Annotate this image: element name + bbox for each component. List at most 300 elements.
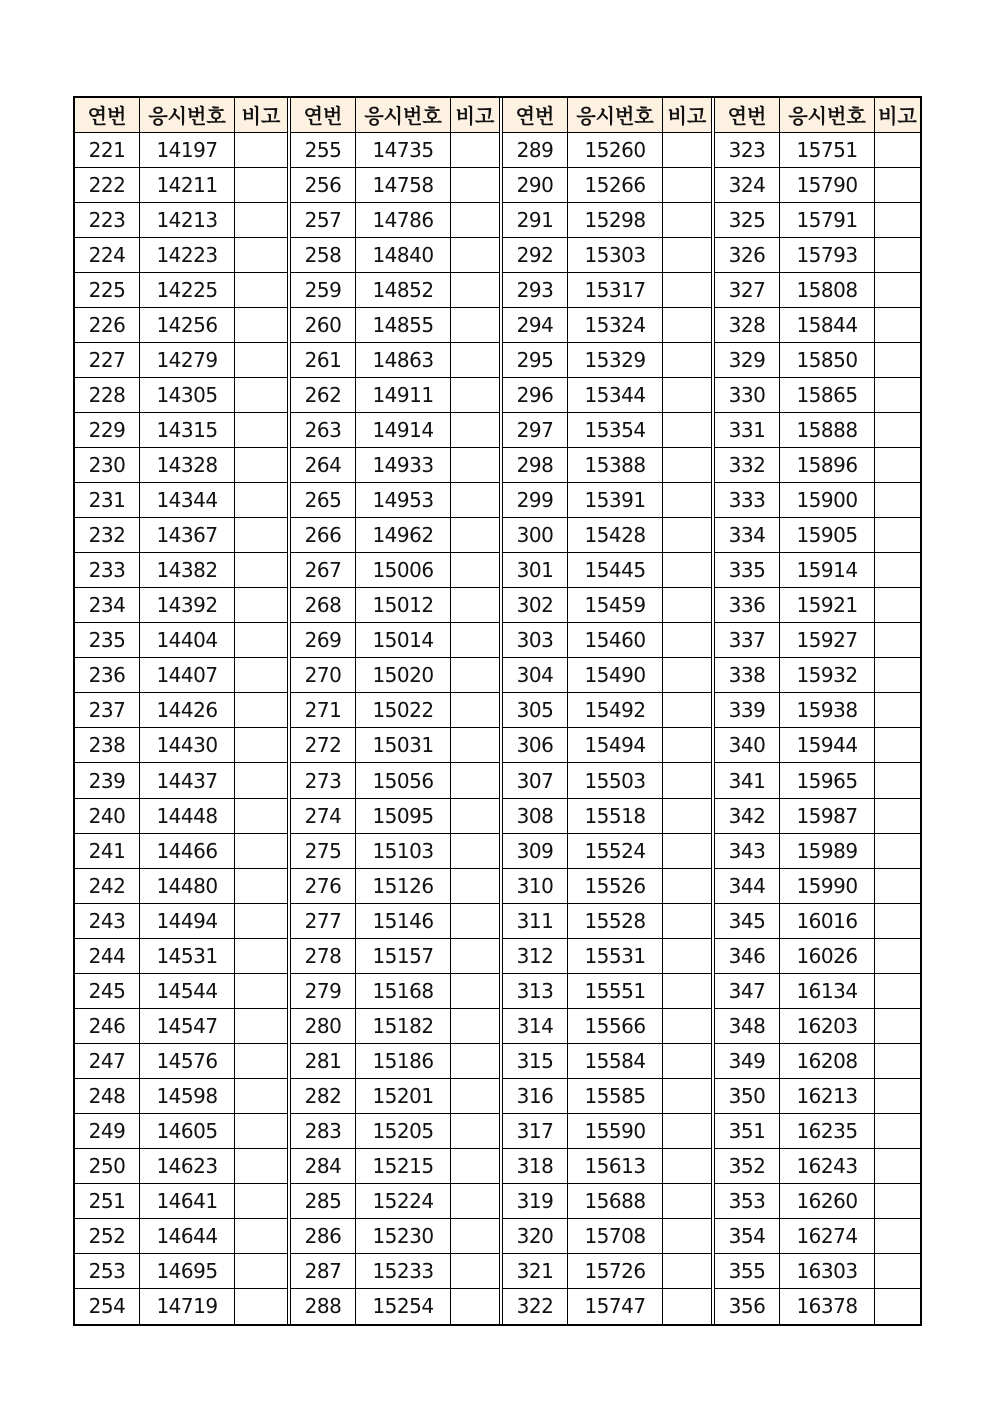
serial-number-cell: 300 [503, 518, 568, 552]
serial-number-cell: 226 [75, 308, 140, 342]
exam-number-cell: 15503 [568, 763, 663, 797]
remarks-cell [663, 904, 711, 938]
remarks-cell [451, 728, 499, 762]
exam-number-cell: 15613 [568, 1149, 663, 1183]
exam-number-cell: 15186 [356, 1044, 451, 1078]
exam-number-cell: 15168 [356, 974, 451, 1008]
table-row [291, 974, 499, 1009]
exam-number-cell: 15266 [568, 168, 663, 202]
table-row [715, 1079, 920, 1114]
exam-number-cell: 14426 [140, 693, 235, 727]
serial-number-cell: 284 [291, 1149, 356, 1183]
serial-number-cell: 345 [715, 904, 780, 938]
remarks-cell [663, 553, 711, 587]
table-row [291, 623, 499, 658]
exam-number-cell: 15201 [356, 1079, 451, 1113]
serial-number-cell: 311 [503, 904, 568, 938]
table-row [291, 308, 499, 343]
exam-number-cell: 15329 [568, 343, 663, 377]
exam-number-cell: 15182 [356, 1009, 451, 1043]
remarks-cell [875, 483, 920, 517]
exam-number-cell: 14914 [356, 413, 451, 447]
remarks-cell [235, 308, 287, 342]
exam-number-cell: 16213 [780, 1079, 875, 1113]
serial-number-cell: 270 [291, 658, 356, 692]
remarks-cell [875, 1149, 920, 1183]
exam-number-cell: 14547 [140, 1009, 235, 1043]
exam-number-cell: 15354 [568, 413, 663, 447]
remarks-cell [235, 448, 287, 482]
exam-number-cell: 15590 [568, 1114, 663, 1148]
remarks-cell [451, 974, 499, 1008]
serial-number-cell: 333 [715, 483, 780, 517]
remarks-cell [235, 1009, 287, 1043]
exam-number-cell: 15103 [356, 834, 451, 868]
table-row [75, 974, 287, 1009]
table-row [503, 483, 711, 518]
exam-number-cell: 14719 [140, 1289, 235, 1324]
serial-number-cell: 250 [75, 1149, 140, 1183]
remarks-cell [235, 518, 287, 552]
exam-number-cell: 14382 [140, 553, 235, 587]
exam-number-cell: 15528 [568, 904, 663, 938]
exam-number-cell: 14407 [140, 658, 235, 692]
serial-number-cell: 232 [75, 518, 140, 552]
table-row [75, 693, 287, 728]
exam-number-cell: 15254 [356, 1289, 451, 1324]
header-remarks: 비고 [878, 104, 917, 129]
table-row [503, 133, 711, 168]
remarks-cell [451, 693, 499, 727]
remarks-cell [451, 483, 499, 517]
remarks-cell [451, 834, 499, 868]
exam-number-cell: 15460 [568, 623, 663, 657]
remarks-cell [875, 273, 920, 307]
remarks-cell [235, 203, 287, 237]
table-row [75, 343, 287, 378]
exam-number-cell: 15303 [568, 238, 663, 272]
header-remarks: 비고 [241, 104, 281, 129]
header-exam-number: 응시번호 [780, 98, 875, 132]
table-row [291, 518, 499, 553]
table-row [75, 1289, 287, 1324]
table-row [503, 168, 711, 203]
table-row [291, 1184, 499, 1219]
table-row [75, 1114, 287, 1149]
remarks-cell [235, 728, 287, 762]
serial-number-cell: 279 [291, 974, 356, 1008]
remarks-cell [235, 1219, 287, 1253]
exam-number-cell: 15585 [568, 1079, 663, 1113]
serial-number-cell: 306 [503, 728, 568, 762]
exam-number-cell: 14328 [140, 448, 235, 482]
table-row [715, 483, 920, 518]
table-row [75, 799, 287, 834]
serial-number-cell: 238 [75, 728, 140, 762]
remarks-cell [663, 518, 711, 552]
table-row [291, 728, 499, 763]
table-row [715, 623, 920, 658]
table-row [291, 834, 499, 869]
exam-number-cell: 14605 [140, 1114, 235, 1148]
remarks-cell [451, 413, 499, 447]
serial-number-cell: 262 [291, 378, 356, 412]
serial-number-cell: 346 [715, 939, 780, 973]
table-row [75, 413, 287, 448]
exam-number-cell: 14544 [140, 974, 235, 1008]
table-row [291, 588, 499, 623]
exam-number-cell: 15584 [568, 1044, 663, 1078]
exam-number-cell: 14494 [140, 904, 235, 938]
exam-number-cell: 14911 [356, 378, 451, 412]
exam-number-cell: 15524 [568, 834, 663, 868]
serial-number-cell: 228 [75, 378, 140, 412]
header-remarks: 비고 [667, 104, 707, 129]
table-row [715, 378, 920, 413]
exam-number-cell: 15006 [356, 553, 451, 587]
table-row [291, 553, 499, 588]
exam-number-cell: 15205 [356, 1114, 451, 1148]
remarks-cell [451, 799, 499, 833]
remarks-cell [663, 483, 711, 517]
table-row [75, 133, 287, 168]
exam-number-cell: 15022 [356, 693, 451, 727]
exam-number-cell: 15708 [568, 1219, 663, 1253]
table-row [715, 974, 920, 1009]
exam-number-cell: 16235 [780, 1114, 875, 1148]
serial-number-cell: 312 [503, 939, 568, 973]
serial-number-cell: 336 [715, 588, 780, 622]
exam-number-cell: 15230 [356, 1219, 451, 1253]
table-row [291, 273, 499, 308]
remarks-cell [451, 1219, 499, 1253]
remarks-cell [875, 168, 920, 202]
exam-number-cell: 14211 [140, 168, 235, 202]
exam-number-cell: 15896 [780, 448, 875, 482]
remarks-cell [235, 343, 287, 377]
table-row [291, 869, 499, 904]
exam-number-cell: 14223 [140, 238, 235, 272]
remarks-cell [875, 974, 920, 1008]
exam-number-cell: 16134 [780, 974, 875, 1008]
exam-number-cell: 14430 [140, 728, 235, 762]
serial-number-cell: 351 [715, 1114, 780, 1148]
remarks-cell [875, 448, 920, 482]
serial-number-cell: 222 [75, 168, 140, 202]
table-row [715, 1184, 920, 1219]
remarks-cell [875, 413, 920, 447]
remarks-cell [663, 343, 711, 377]
exam-number-cell: 14392 [140, 588, 235, 622]
remarks-cell [663, 1254, 711, 1288]
serial-number-cell: 334 [715, 518, 780, 552]
exam-number-cell: 15260 [568, 133, 663, 167]
serial-number-cell: 352 [715, 1149, 780, 1183]
remarks-cell [663, 1114, 711, 1148]
serial-number-cell: 267 [291, 553, 356, 587]
table-row [715, 343, 920, 378]
remarks-cell [451, 1009, 499, 1043]
table-row [715, 273, 920, 308]
serial-number-cell: 288 [291, 1289, 356, 1324]
exam-number-cell: 15850 [780, 343, 875, 377]
table-row [503, 658, 711, 693]
serial-number-cell: 304 [503, 658, 568, 692]
serial-number-cell: 260 [291, 308, 356, 342]
serial-number-cell: 343 [715, 834, 780, 868]
exam-number-cell: 15688 [568, 1184, 663, 1218]
table-row [75, 658, 287, 693]
table-row [291, 238, 499, 273]
remarks-cell [235, 904, 287, 938]
remarks-cell [235, 1149, 287, 1183]
exam-number-cell: 15317 [568, 273, 663, 307]
remarks-cell [451, 1044, 499, 1078]
remarks-cell [235, 658, 287, 692]
table-row [75, 939, 287, 974]
serial-number-cell: 229 [75, 413, 140, 447]
table-row [715, 658, 920, 693]
exam-number-cell: 14953 [356, 483, 451, 517]
exam-number-cell: 15056 [356, 763, 451, 797]
table-row [503, 1149, 711, 1184]
serial-number-cell: 321 [503, 1254, 568, 1288]
table-row [715, 728, 920, 763]
remarks-cell [451, 763, 499, 797]
table-row [75, 448, 287, 483]
table-row [291, 1079, 499, 1114]
table-row [75, 483, 287, 518]
remarks-cell [663, 378, 711, 412]
exam-number-cell: 14840 [356, 238, 451, 272]
serial-number-cell: 355 [715, 1254, 780, 1288]
exam-number-cell: 15492 [568, 693, 663, 727]
exam-number-cell: 15428 [568, 518, 663, 552]
remarks-cell [451, 133, 499, 167]
serial-number-cell: 295 [503, 343, 568, 377]
serial-number-cell: 324 [715, 168, 780, 202]
exam-number-cell: 16026 [780, 939, 875, 973]
exam-number-cell: 14279 [140, 343, 235, 377]
remarks-cell [663, 413, 711, 447]
remarks-cell [235, 378, 287, 412]
remarks-cell [451, 588, 499, 622]
remarks-cell [451, 168, 499, 202]
serial-number-cell: 234 [75, 588, 140, 622]
serial-number-cell: 261 [291, 343, 356, 377]
serial-number-cell: 254 [75, 1289, 140, 1324]
header-serial-number: 연번 [291, 98, 356, 132]
header-serial-number: 연번 [715, 98, 780, 132]
remarks-cell [663, 623, 711, 657]
remarks-cell [663, 658, 711, 692]
table-row [503, 869, 711, 904]
exam-number-cell: 14641 [140, 1184, 235, 1218]
remarks-cell [875, 343, 920, 377]
exam-number-cell: 15905 [780, 518, 875, 552]
serial-number-cell: 325 [715, 203, 780, 237]
serial-number-cell: 316 [503, 1079, 568, 1113]
remarks-cell [451, 623, 499, 657]
remarks-cell [875, 1219, 920, 1253]
serial-number-cell: 296 [503, 378, 568, 412]
serial-number-cell: 341 [715, 763, 780, 797]
table-row [715, 1114, 920, 1149]
serial-number-cell: 266 [291, 518, 356, 552]
table-row [715, 1289, 920, 1324]
header-exam-number: 응시번호 [140, 98, 235, 132]
table-row [75, 273, 287, 308]
exam-number-cell: 14962 [356, 518, 451, 552]
table-row [715, 203, 920, 238]
table-header-row [291, 98, 499, 133]
remarks-cell [235, 1044, 287, 1078]
serial-number-cell: 303 [503, 623, 568, 657]
exam-number-cell: 15518 [568, 799, 663, 833]
exam-number-cell: 15490 [568, 658, 663, 692]
serial-number-cell: 243 [75, 904, 140, 938]
table-row [715, 518, 920, 553]
table-row [715, 1009, 920, 1044]
table-row [503, 904, 711, 939]
table-row [503, 974, 711, 1009]
header-serial-number: 연번 [503, 98, 568, 132]
remarks-cell [235, 1184, 287, 1218]
serial-number-cell: 265 [291, 483, 356, 517]
exam-number-cell: 14404 [140, 623, 235, 657]
table-row [75, 238, 287, 273]
remarks-cell [451, 1184, 499, 1218]
table-column-group [711, 98, 920, 1324]
remarks-cell [875, 658, 920, 692]
table-row [503, 763, 711, 798]
serial-number-cell: 294 [503, 308, 568, 342]
serial-number-cell: 289 [503, 133, 568, 167]
serial-number-cell: 318 [503, 1149, 568, 1183]
serial-number-cell: 231 [75, 483, 140, 517]
serial-number-cell: 272 [291, 728, 356, 762]
serial-number-cell: 344 [715, 869, 780, 903]
serial-number-cell: 327 [715, 273, 780, 307]
exam-number-cell: 14786 [356, 203, 451, 237]
remarks-cell [875, 834, 920, 868]
serial-number-cell: 268 [291, 588, 356, 622]
exam-number-cell: 16378 [780, 1289, 875, 1324]
remarks-cell [235, 693, 287, 727]
remarks-cell [663, 974, 711, 1008]
remarks-cell [875, 1079, 920, 1113]
exam-number-cell: 15344 [568, 378, 663, 412]
remarks-cell [451, 448, 499, 482]
table-row [503, 518, 711, 553]
serial-number-cell: 350 [715, 1079, 780, 1113]
serial-number-cell: 309 [503, 834, 568, 868]
exam-number-cell: 14225 [140, 273, 235, 307]
remarks-cell [875, 378, 920, 412]
serial-number-cell: 236 [75, 658, 140, 692]
serial-number-cell: 328 [715, 308, 780, 342]
remarks-cell [235, 588, 287, 622]
remarks-cell [235, 133, 287, 167]
serial-number-cell: 241 [75, 834, 140, 868]
exam-number-cell: 15793 [780, 238, 875, 272]
remarks-cell [663, 869, 711, 903]
table-row [291, 483, 499, 518]
serial-number-cell: 307 [503, 763, 568, 797]
exam-number-cell: 15526 [568, 869, 663, 903]
header-serial-number: 연번 [75, 98, 140, 132]
table-row [503, 623, 711, 658]
table-row [291, 693, 499, 728]
exam-number-cell: 14852 [356, 273, 451, 307]
header-remarks: 비고 [455, 104, 495, 129]
exam-number-cell: 15233 [356, 1254, 451, 1288]
serial-number-cell: 347 [715, 974, 780, 1008]
table-row [291, 1254, 499, 1289]
header-exam-number: 응시번호 [568, 98, 663, 132]
exam-number-cell: 14367 [140, 518, 235, 552]
table-row [715, 693, 920, 728]
serial-number-cell: 258 [291, 238, 356, 272]
exam-number-cell: 15298 [568, 203, 663, 237]
remarks-cell [451, 1149, 499, 1183]
exam-number-cell: 15012 [356, 588, 451, 622]
table-row [291, 1289, 499, 1324]
remarks-cell [663, 308, 711, 342]
table-row [715, 133, 920, 168]
remarks-cell [875, 308, 920, 342]
remarks-cell [235, 763, 287, 797]
table-row [291, 1149, 499, 1184]
serial-number-cell: 224 [75, 238, 140, 272]
table-row [503, 1184, 711, 1219]
serial-number-cell: 291 [503, 203, 568, 237]
table-row [715, 413, 920, 448]
exam-number-cell: 14197 [140, 133, 235, 167]
remarks-cell [663, 273, 711, 307]
remarks-cell [451, 1114, 499, 1148]
table-row [503, 799, 711, 834]
serial-number-cell: 348 [715, 1009, 780, 1043]
table-row [291, 343, 499, 378]
remarks-cell [663, 834, 711, 868]
table-row [75, 904, 287, 939]
serial-number-cell: 251 [75, 1184, 140, 1218]
remarks-cell [235, 553, 287, 587]
exam-number-cell: 14576 [140, 1044, 235, 1078]
remarks-cell [663, 168, 711, 202]
exam-number-cell: 15566 [568, 1009, 663, 1043]
remarks-cell [663, 1219, 711, 1253]
remarks-cell [663, 238, 711, 272]
table-row [503, 1009, 711, 1044]
remarks-cell [235, 799, 287, 833]
serial-number-cell: 301 [503, 553, 568, 587]
table-row [291, 799, 499, 834]
serial-number-cell: 287 [291, 1254, 356, 1288]
exam-number-cell: 15989 [780, 834, 875, 868]
remarks-cell [451, 203, 499, 237]
remarks-cell [875, 518, 920, 552]
remarks-cell [663, 588, 711, 622]
remarks-cell [663, 1289, 711, 1324]
table-row [291, 1219, 499, 1254]
exam-number-cell: 15014 [356, 623, 451, 657]
table-row [715, 588, 920, 623]
serial-number-cell: 354 [715, 1219, 780, 1253]
serial-number-cell: 329 [715, 343, 780, 377]
exam-number-cell: 15494 [568, 728, 663, 762]
